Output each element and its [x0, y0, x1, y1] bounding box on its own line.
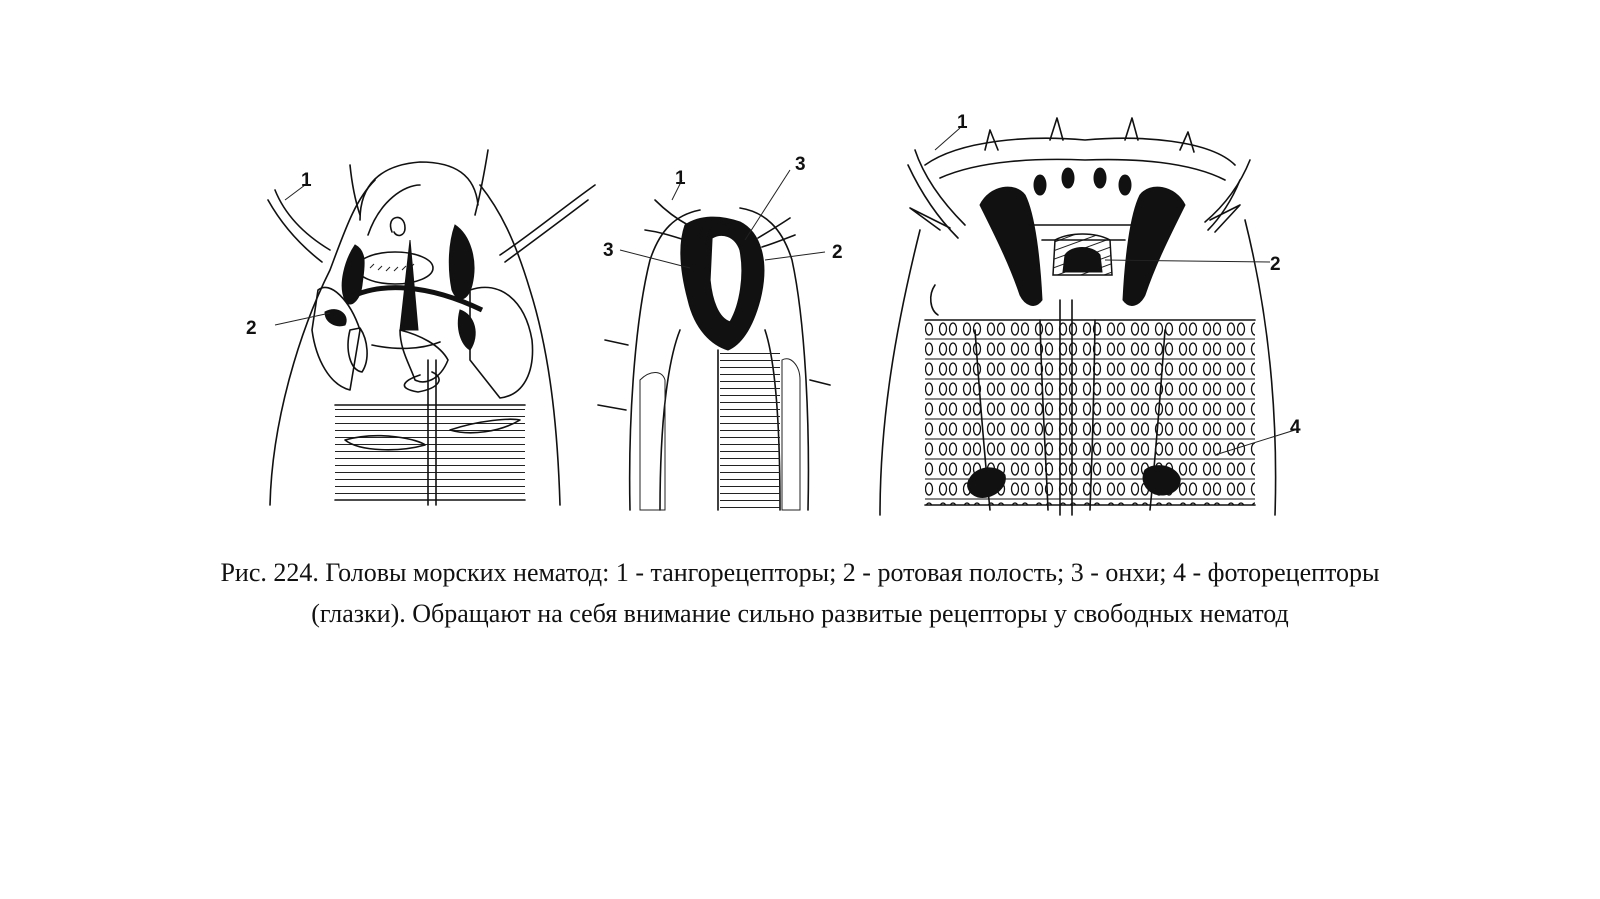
panel-2-label-1: 1	[675, 168, 686, 189]
panel-3-label-4: 4	[1290, 417, 1301, 438]
panel-2-label-3-left: 3	[603, 240, 614, 261]
panel-2-head	[598, 170, 830, 510]
figure-caption: Рис. 224. Головы морских нематод: 1 - тангорецепторы; 2 - ротовая полость; 3 - онхи; 4 - фоторецепторы (глазки). Обращают на себя внимание сильно развитые рецепторы у свободных нематод	[220, 558, 1380, 628]
panel-2-label-3-top: 3	[795, 154, 806, 175]
panel-2-label-2: 2	[832, 242, 843, 263]
panel-3-head	[880, 118, 1295, 515]
panel-1-label-2: 2	[246, 318, 257, 339]
panel-1-label-1: 1	[301, 170, 312, 191]
panel-3-label-1: 1	[957, 112, 968, 133]
panel-1-head	[268, 150, 595, 505]
panel-3-label-2: 2	[1270, 254, 1281, 275]
